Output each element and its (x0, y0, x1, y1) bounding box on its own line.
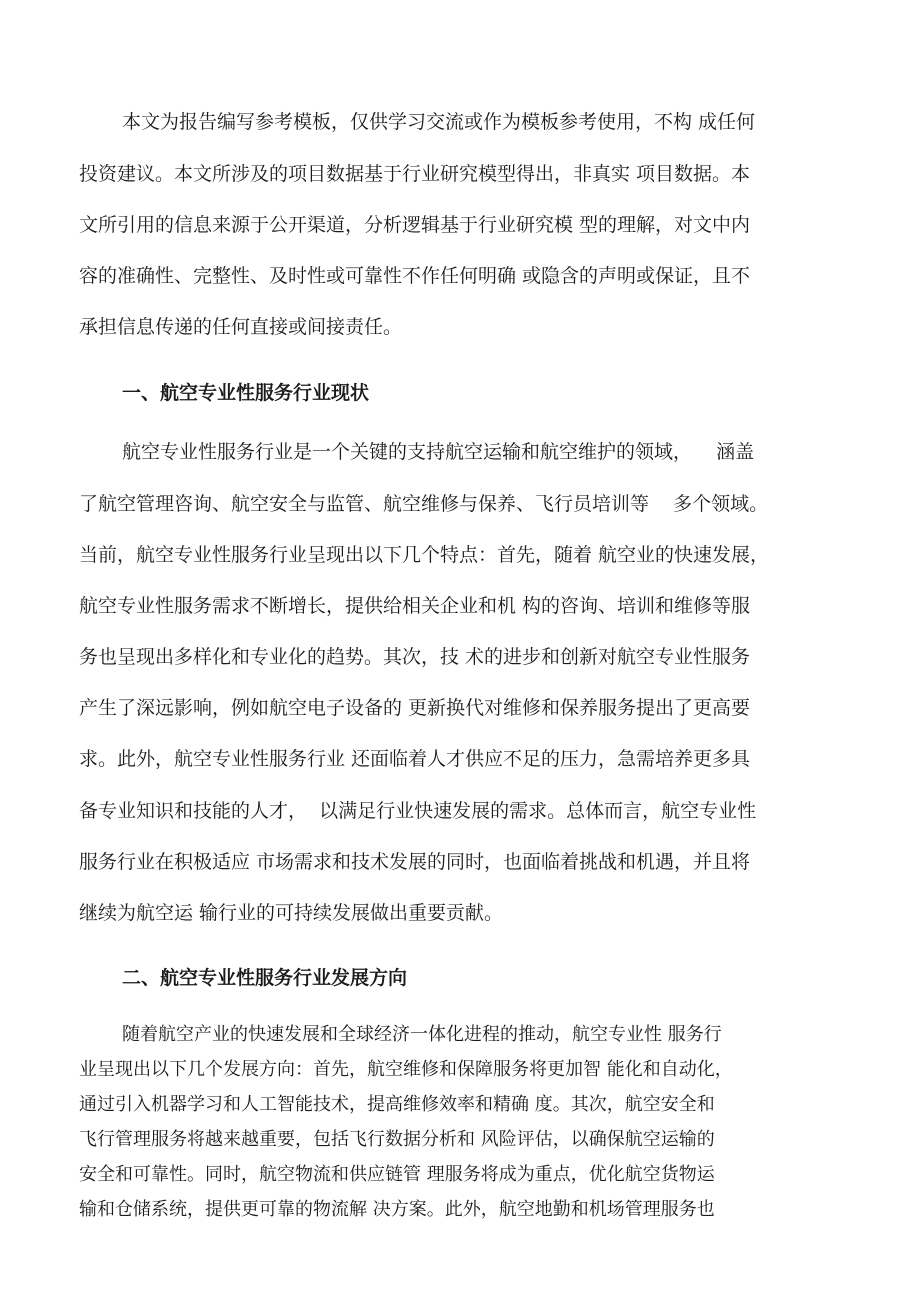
disclaimer-line: 本文为报告编写参考模板，仅供学习交流或作为模板参考使用，不构 成任何 (122, 111, 756, 133)
section1-line: 务也呈现出多样化和专业化的趋势。其次，技 术的进步和创新对航空专业性服务 (79, 646, 751, 668)
section-heading: 二、航空专业性服务行业发展方向 (122, 967, 408, 989)
section2-line: 业呈现出以下几个发展方向：首先，航空维修和保障服务将更加智 能化和自动化， (79, 1059, 733, 1080)
disclaimer-line: 容的准确性、完整性、及时性或可靠性不作任何明确 或隐含的声明或保证，且不 (79, 265, 751, 287)
section2-line: 通过引入机器学习和人工智能技术，提高维修效率和精确 度。其次，航空安全和 (79, 1094, 715, 1115)
section-heading: 一、航空专业性服务行业现状 (122, 382, 370, 404)
section1-line: 备专业知识和技能的人才， 以满足行业快速发展的需求。总体而言，航空专业性 (79, 800, 757, 822)
section2-line: 安全和可靠性。同时，航空物流和供应链管 理服务将成为重点，优化航空货物运 (79, 1164, 715, 1185)
disclaimer-line: 文所引用的信息来源于公开渠道，分析逻辑基于行业研究模 型的理解，对文中内 (79, 214, 751, 236)
section1-line: 了航空管理咨询、航空安全与监管、航空维修与保养、飞行员培训等 多个领域。 (79, 493, 769, 515)
section1-line: 航空专业性服务需求不断增长，提供给相关企业和机 构的咨询、培训和维修等服 (79, 595, 751, 617)
section2-line: 输和仓储系统，提供更可靠的物流解 决方案。此外，航空地勤和机场管理服务也 (79, 1199, 715, 1220)
section1-line: 服务行业在积极适应 市场需求和技术发展的同时，也面临着挑战和机遇，并且将 (79, 851, 751, 873)
section1-line: 航空专业性服务行业是一个关键的支持航空运输和航空维护的领域， 涵盖 (122, 441, 755, 463)
section2-line: 飞行管理服务将越来越重要，包括飞行数据分析和 风险评估，以确保航空运输的 (79, 1129, 715, 1150)
section1-line: 产生了深远影响，例如航空电子设备的 更新换代对维修和保养服务提出了更高要 (79, 697, 751, 719)
section2-line: 随着航空产业的快速发展和全球经济一体化进程的推动，航空专业性 服务行 (122, 1024, 722, 1045)
section1-line: 当前，航空专业性服务行业呈现出以下几个特点：首先，随着 航空业的快速发展， (79, 544, 770, 566)
section1-line: 求。此外，航空专业性服务行业 还面临着人才供应不足的压力，急需培养更多具 (79, 748, 751, 770)
disclaimer-line: 承担信息传递的任何直接或间接责任。 (79, 316, 403, 338)
section1-line: 继续为航空运 输行业的可持续发展做出重要贡献。 (79, 902, 504, 924)
disclaimer-line: 投资建议。本文所涉及的项目数据基于行业研究模型得出，非真实 项目数据。本 (79, 163, 751, 185)
